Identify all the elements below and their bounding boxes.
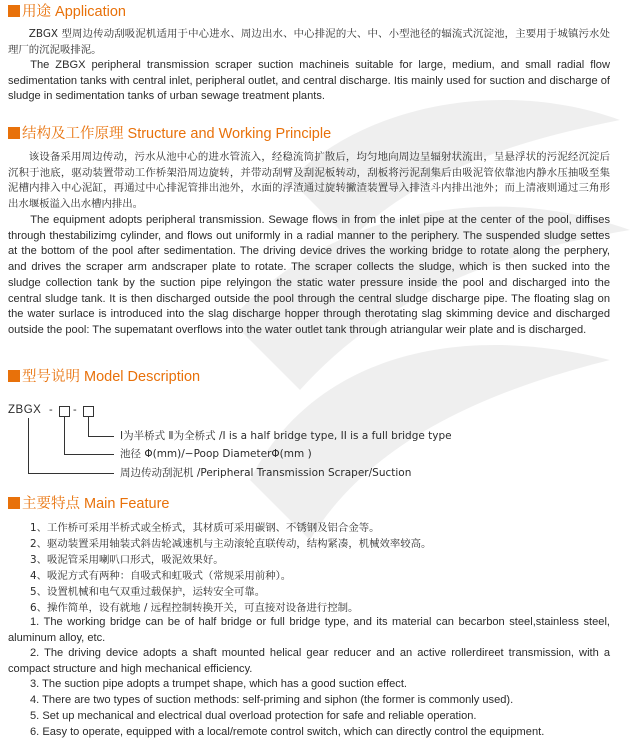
model-dash-2: - [73,404,77,416]
application-text-en: The ZBGX peripheral transmission scraper suction machineis suitable for large, medium, and small radial flow sedimentation tanks with central inlet, peripheral outlet, and central discharge. Itis mainly used for suction and discharge of sludge in sedimentation tanks of urban sewage treatment plants. [8,59,610,103]
leader-line [64,454,114,455]
orange-square-icon [8,5,20,17]
leader-line [28,473,114,474]
orange-square-icon [8,127,20,139]
feature-item-zh: 1、工作桥可采用半桥式或全桥式，其材质可采用碳钢、不锈钢及铝合金等。 [30,522,380,534]
feature-item-en: 2. The driving device adopts a shaft mounted helical gear reducer and an active rollerdireet transmission, with a compact structure and high mechanical efficiency. [8,647,610,675]
leader-line [88,417,89,436]
orange-square-icon [8,370,20,382]
feature-item-zh: 4、吸泥方式有两种：自吸式和虹吸式（常规采用前种）。 [30,570,292,582]
model-dash-1: - [49,404,53,416]
feature-item-en: 6. Easy to operate, equipped with a local/remote control switch, which can directly control the equipment. [30,726,545,738]
section-title-text: 主要特点 Main Feature [22,496,170,512]
model-code: ZBGX [8,404,42,416]
leader-line [64,417,65,454]
feature-item-en: 3. The suction pipe adopts a trumpet shape, which has a good suction effect. [30,678,408,690]
section-title-text: 型号说明 Model Description [22,369,201,385]
section-title-model [8,367,200,387]
feature-item-en: 1. The working bridge can be of half bridge or full bridge type, and its material can becarbon steel,stainless steel, aluminum alloy, etc. [8,616,610,644]
watermark-logo-icon [190,60,640,620]
feature-item-en: 4. There are two types of suction methods: self-priming and siphon (the former is commonly used). [30,694,514,706]
model-annotation-diameter: 池径 Φ(mm)/−Poop DiameterΦ(mm ) [120,448,312,460]
orange-square-icon [8,497,20,509]
feature-item-zh: 3、吸泥管采用喇叭口形式，吸泥效果好。 [30,554,224,566]
feature-item-zh: 2、驱动装置采用轴装式斜齿轮减速机与主动滚轮直联传动，结构紧凑，机械效率较高。 [30,538,432,550]
structure-text-zh: 该设备采用周边传动，污水从池中心的进水管流入，经稳流筒扩散后，均匀地向周边呈辐射状流出，呈悬浮状的污泥经沉淀后沉积于池底，驱动装置带动工作桥架沿周边旋转，并带动刮臂及刮泥板转动，刮板将污泥刮集后由吸泥管依靠池内静水压抽吸至集泥槽内排入中心泥缸，再通过中心排泥管排出池外，水面的浮渣通过旋转撇渣装置导入排渣斗内排出池外；而上清液则通过三角形出水堰板溢入出水槽内排出。 [8,151,610,211]
leader-line [28,418,29,473]
model-box-type [83,406,94,417]
model-annotation-name: 周边传动刮泥机 /Peripheral Transmission Scraper/Suction [120,467,412,479]
feature-item-en: 5. Set up mechanical and electrical dual overload protection for safe and reliable operation. [30,710,477,722]
section-title-features [8,494,169,514]
model-box-diameter [59,406,70,417]
feature-item-zh: 5、设置机械和电气双重过载保护，运转安全可靠。 [30,586,266,598]
section-title-text: 结构及工作原理 Structure and Working Principle [22,126,332,142]
structure-text-en: The equipment adopts peripheral transmission. Sewage flows in from the inlet pipe at the center of the pool, diffises through thestabilizimg cylinder, and flows out uniformly in a radial manner to the periphery. The suspended sludge settes at the bottom of the pool after sedimentation. The driving device drives the working bridge to rotate along the perphery, and drives the scraper arm andscraper plate to rotate. The scraper collects the sludge, which is then sucked into the sludge collection tank by the suction pipe relyingon the static water pressure inside the pool and discharged into the central sludge tank. It is then discharged outside the pool through the central sludge discharge pipe. The floating slag on the water surlace is introduced into the slag discharge hopper through therotating slag skimming device and discharged outside the pool: The supematant overflows into the water outlet tank through atriangular weir plate and is discharged. [8,214,610,336]
section-title-structure [8,124,331,144]
feature-item-zh: 6、操作简单，设有就地 / 远程控制转换开关，可直接对设备进行控制。 [30,602,359,614]
model-annotation-type: Ⅰ为半桥式 Ⅱ为全桥式 /I is a half bridge type, II is a full bridge type [120,430,452,442]
leader-line [88,436,114,437]
section-title-text: 用途 Application [22,4,126,20]
section-title-application [8,2,126,22]
application-text-zh: ZBGX 型周边传动刮吸泥机适用于中心进水、周边出水、中心排泥的大、中、小型池径的辐流式沉淀池，主要用于城镇污水处理厂的沉泥吸排泥。 [8,28,610,56]
